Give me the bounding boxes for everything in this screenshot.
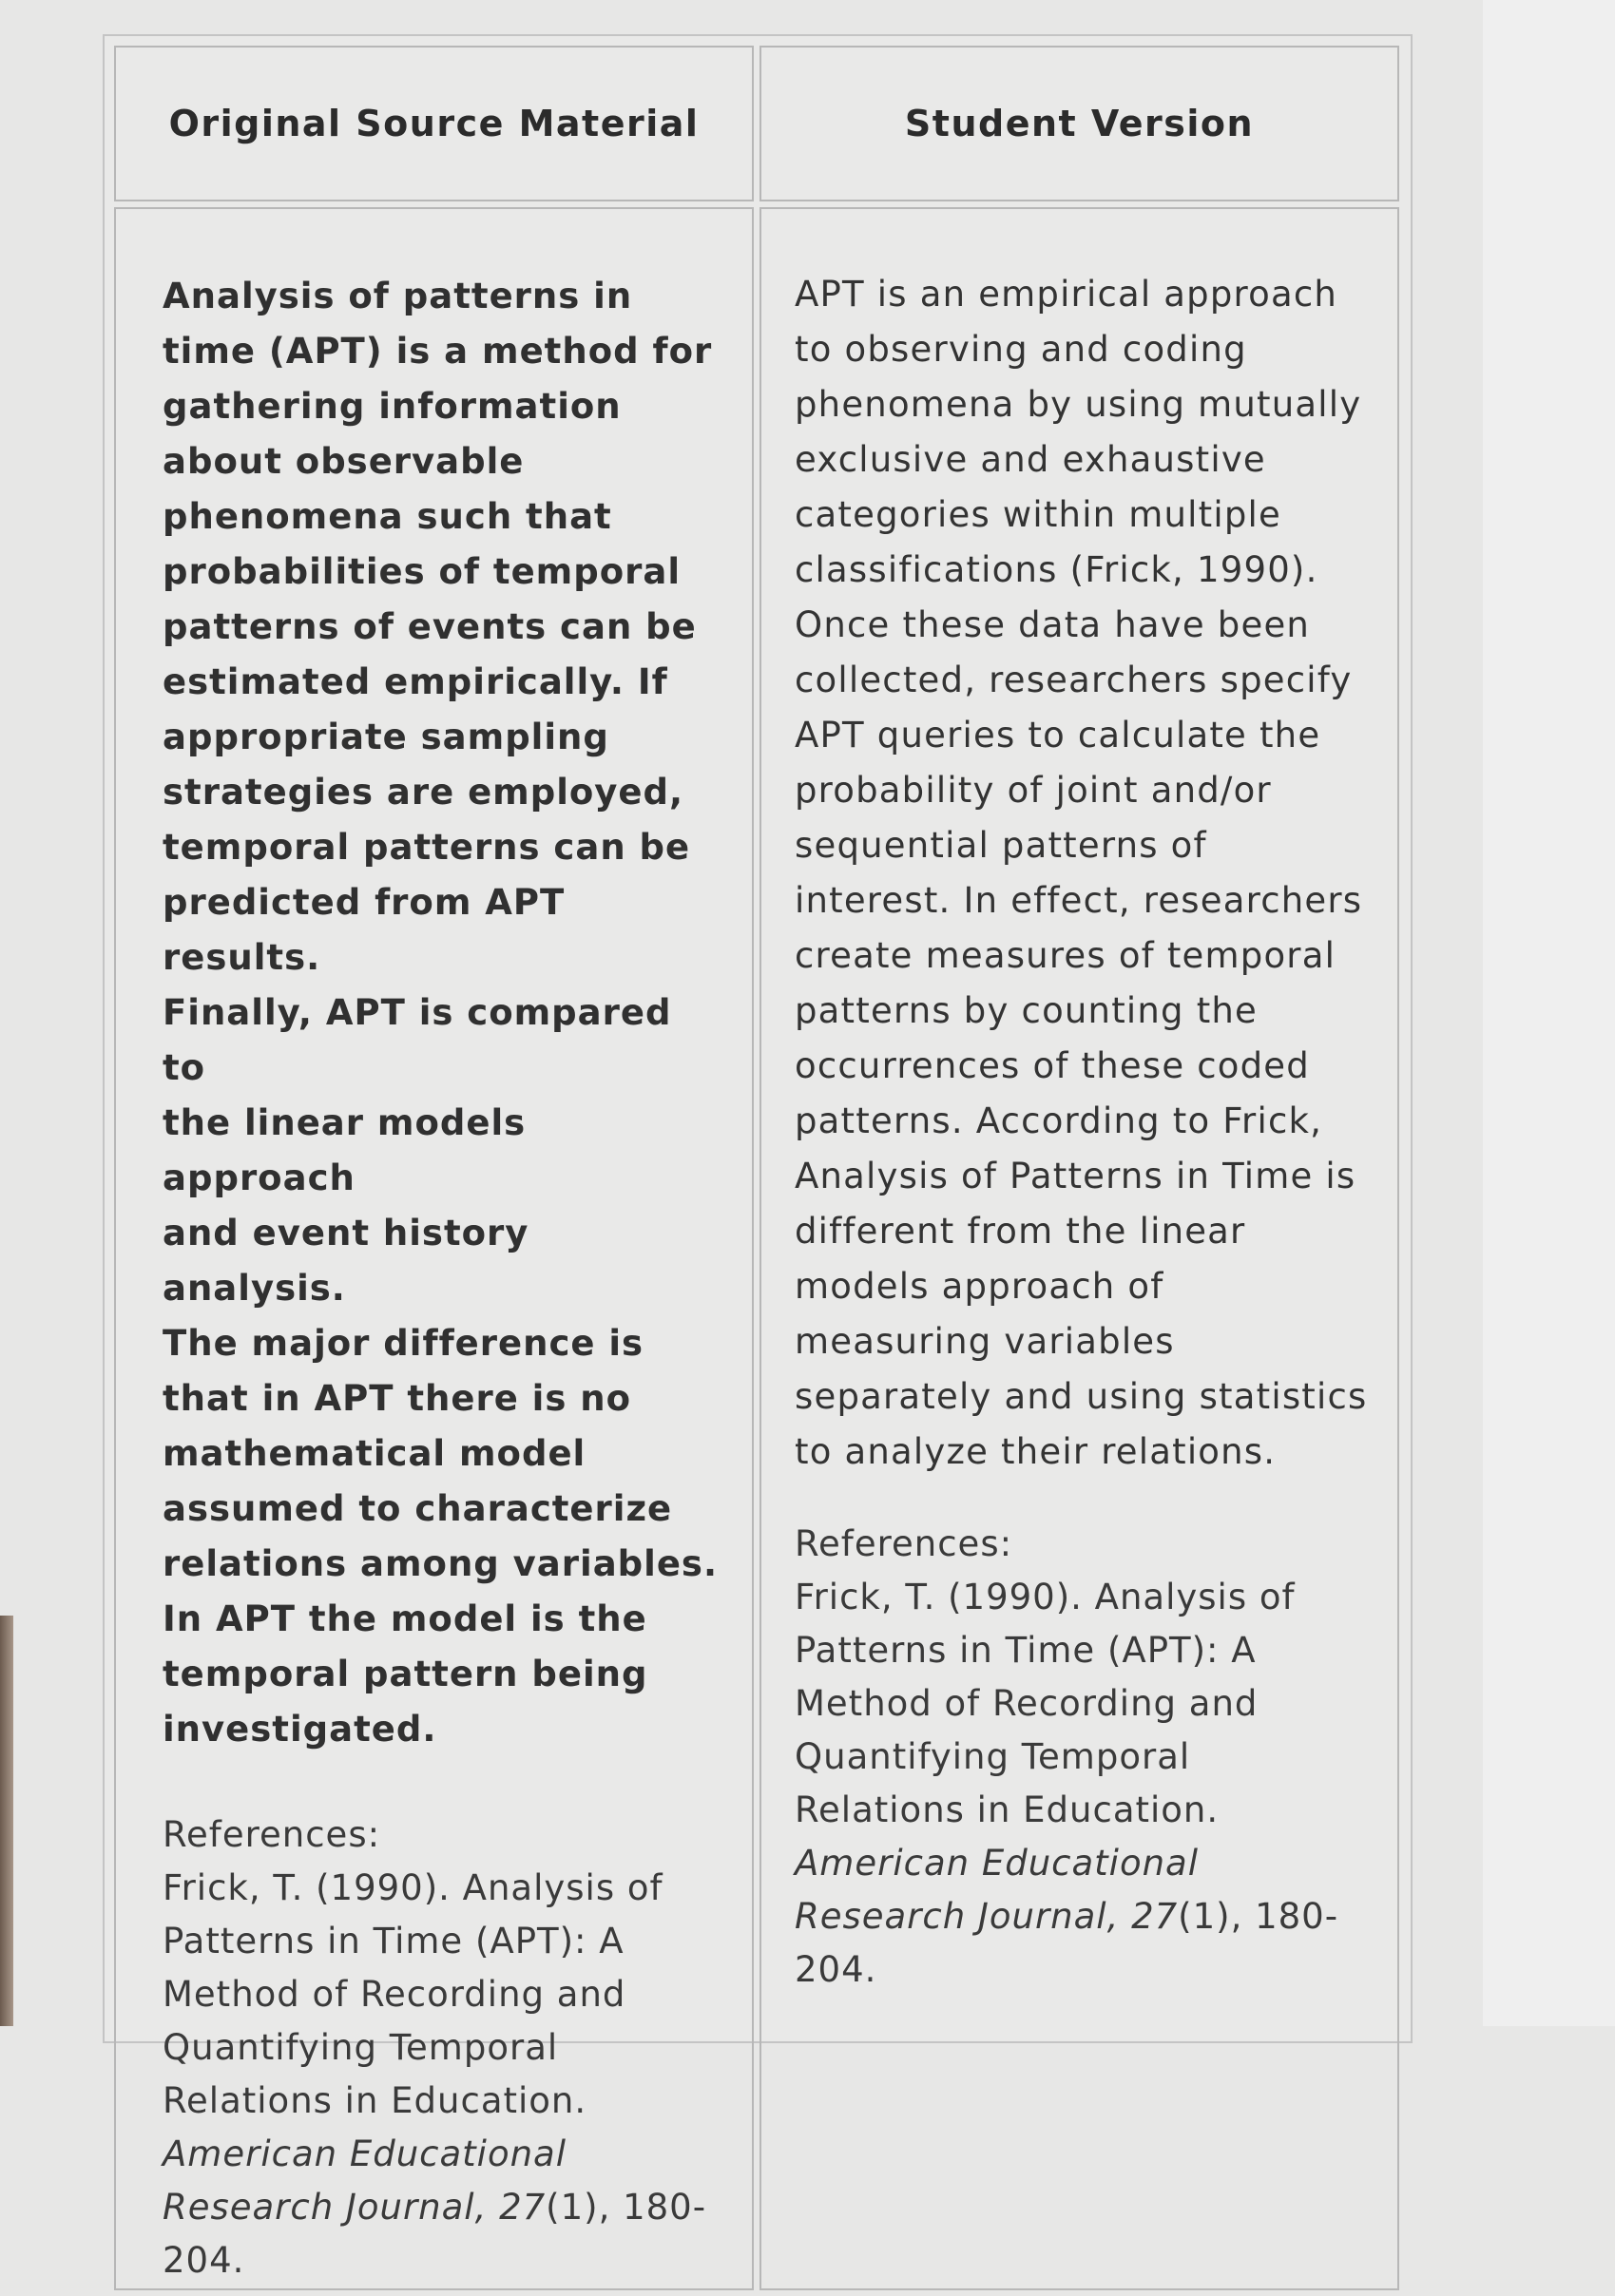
reference-line: Patterns in Time (APT): A [163,1921,625,1961]
reference-journal-line-1: American Educational [163,2133,567,2174]
reference-journal-line-2: Research Journal, 27(1), 180- [795,1896,1339,1937]
student-text-line: separately and using statistics [795,1376,1368,1417]
reference-line: Frick, T. (1990). Analysis of [163,1867,663,1908]
student-text-line: APT queries to calculate the [795,715,1321,756]
source-text-line: estimated empirically. If [163,661,668,702]
student-text-line: create measures of temporal [795,935,1336,976]
source-text-line: phenomena such that [163,496,612,537]
student-text-line: occurrences of these coded [795,1045,1310,1086]
comparison-page [103,34,1413,2281]
student-text-line: exclusive and exhaustive [795,439,1266,480]
student-text-line: categories within multiple [795,494,1281,535]
student-text-line: to analyze their relations. [795,1431,1277,1472]
reference-journal-line-2: Research Journal, 27(1), 180- [163,2187,707,2228]
source-text-line: mathematical model [163,1433,586,1474]
reference-line: Method of Recording and [163,1974,626,2015]
student-text-line: Analysis of Patterns in Time is [795,1156,1356,1196]
source-text-line: temporal patterns can be [163,827,691,868]
student-text-line: patterns by counting the [795,990,1259,1031]
references-label: References: [163,1814,381,1855]
source-text-line: Finally, APT is compared to [163,992,672,1088]
source-text-line: time (APT) is a method for [163,331,713,372]
source-text-line: and event history analysis. [163,1213,529,1309]
reference-line: Quantifying Temporal [795,1736,1191,1777]
student-text-line: different from the linear [795,1211,1246,1252]
original-source-cell [114,207,754,2290]
student-text-line: Once these data have been [795,604,1311,645]
source-text-line: probabilities of temporal [163,551,682,592]
student-version-cell [759,207,1399,2290]
source-text-line: about observable [163,441,525,482]
source-text-line: relations among variables. [163,1543,718,1584]
original-source-text [163,269,722,1757]
student-references [795,1518,1368,1997]
source-text-line: predicted from APT results. [163,882,566,978]
reference-line: Frick, T. (1990). Analysis of [795,1577,1296,1617]
reference-pages: 204. [163,2240,245,2281]
source-text-line: assumed to characterize [163,1488,673,1529]
background-edge [0,1616,13,2026]
source-text-line: investigated. [163,1709,437,1750]
source-text-line: patterns of events can be [163,606,697,647]
student-text-line: collected, researchers specify [795,660,1353,700]
source-text-line: that in APT there is no [163,1378,632,1419]
source-text-line: Analysis of patterns in [163,276,633,316]
source-text-line: strategies are employed, [163,772,684,813]
student-text-line: models approach of [795,1266,1164,1307]
source-text-line: The major difference is [163,1323,644,1364]
reference-line: Patterns in Time (APT): A [795,1630,1257,1671]
original-references [163,1808,722,2287]
header-student-version: Student Version [759,46,1399,201]
header-row [114,46,1399,201]
source-text-line: the linear models approach [163,1102,527,1198]
student-text-line: probability of joint and/or [795,770,1272,811]
reference-line: Relations in Education. [795,1789,1220,1830]
reference-journal-line-1: American Educational [795,1843,1199,1884]
source-text-line: gathering information [163,386,622,427]
student-text-line: measuring variables [795,1321,1175,1362]
reference-line: Quantifying Temporal [163,2027,559,2068]
screen-margin [1483,0,1615,2026]
reference-pages: 204. [795,1949,877,1990]
content-row [114,207,1399,2290]
header-original-source: Original Source Material [114,46,754,201]
student-text-line: interest. In effect, researchers [795,880,1363,921]
source-text-line: In APT the model is the [163,1598,647,1639]
student-text-line: to observing and coding [795,329,1247,370]
comparison-table [108,40,1405,2296]
reference-line: Relations in Education. [163,2080,587,2121]
reference-line: Method of Recording and [795,1683,1259,1724]
student-text-line: classifications (Frick, 1990). [795,549,1318,590]
student-version-text [795,267,1368,1480]
references-label: References: [795,1523,1013,1564]
student-text-line: phenomena by using mutually [795,384,1362,425]
student-text-line: APT is an empirical approach [795,274,1338,315]
source-text-line: appropriate sampling [163,717,609,757]
source-text-line: temporal pattern being [163,1654,648,1694]
student-text-line: sequential patterns of [795,825,1207,866]
student-text-line: patterns. According to Frick, [795,1100,1323,1141]
